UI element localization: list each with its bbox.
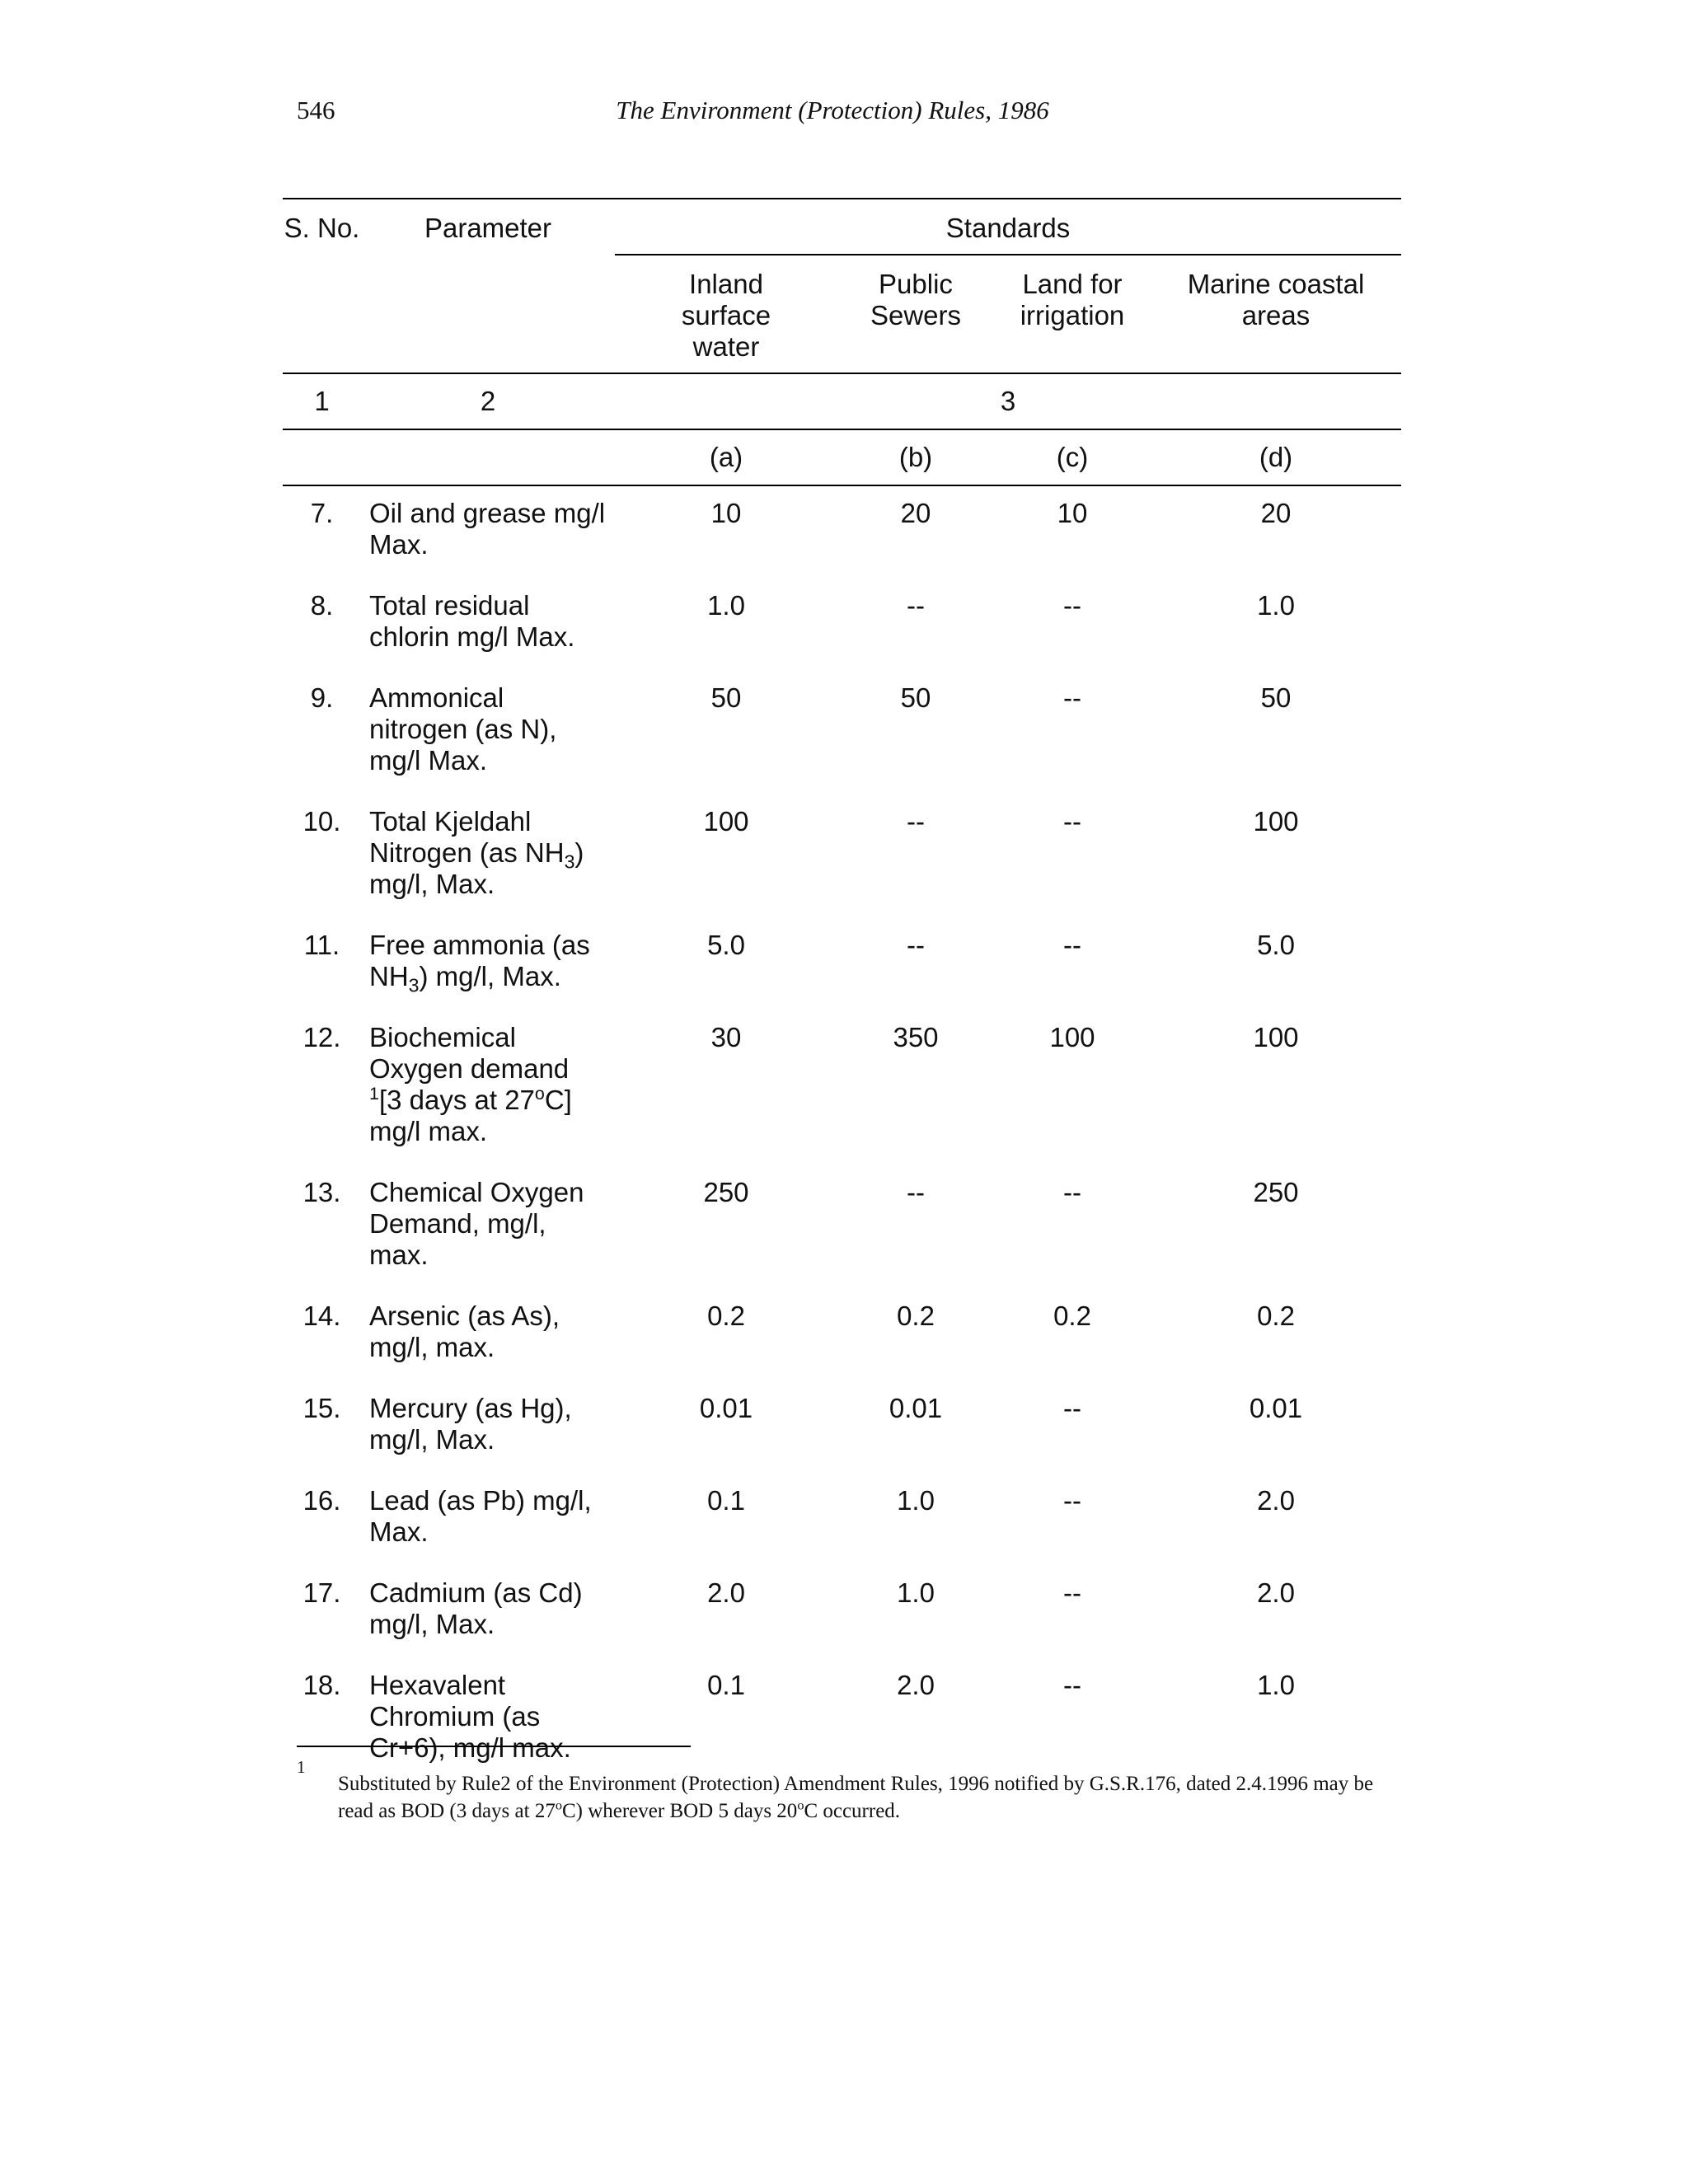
row-value-c: -- (1063, 1177, 1081, 1207)
row-sno: 9. (310, 682, 334, 713)
row-parameter: Ammonical nitrogen (as N), mg/l Max. (369, 682, 557, 776)
row-value-c: -- (1063, 590, 1081, 621)
column-header-inland: Inland surface water (681, 269, 771, 362)
row-sno: 11. (303, 930, 340, 960)
row-value-a: 30 (710, 1022, 742, 1052)
row-value-b: 1.0 (897, 1577, 935, 1608)
row-value-b: 0.2 (897, 1301, 935, 1331)
row-value-d: 250 (1253, 1177, 1299, 1207)
numbering-cell: 3 (1000, 386, 1016, 416)
row-value-b: -- (907, 590, 925, 621)
row-parameter: Arsenic (as As), mg/l, max. (369, 1301, 560, 1362)
row-sno: 13. (302, 1177, 341, 1207)
row-parameter: Cadmium (as Cd) mg/l, Max. (369, 1577, 583, 1639)
table-row (283, 1165, 1401, 1289)
row-value-a: 50 (710, 682, 742, 713)
row-sno: 15. (302, 1393, 341, 1423)
page-header (297, 96, 1401, 137)
row-value-b: 2.0 (897, 1670, 935, 1700)
row-parameter: Total Kjeldahl Nitrogen (as $NH_3$) mg/l, Max. (369, 806, 584, 899)
table-row (283, 918, 1401, 1010)
row-sno: 10. (302, 806, 341, 837)
row-value-d: 0.01 (1249, 1393, 1303, 1423)
row-value-d: 20 (1260, 498, 1292, 528)
letter-cell: (b) (898, 442, 933, 472)
table-row (283, 485, 1401, 579)
row-sno: 14. (302, 1301, 341, 1331)
row-value-a: 0.1 (707, 1670, 745, 1700)
table-row (283, 1658, 1401, 1782)
row-value-d: 2.0 (1257, 1577, 1295, 1608)
row-value-a: 1.0 (707, 590, 745, 621)
footnote-divider (297, 1746, 691, 1747)
row-value-c: 10 (1057, 498, 1088, 528)
letter-cell: (a) (709, 442, 743, 472)
row-value-b: -- (907, 1177, 925, 1207)
row-sno: 12. (302, 1022, 341, 1052)
row-value-a: 250 (703, 1177, 749, 1207)
row-parameter: Chemical Oxygen Demand, mg/l, max. (369, 1177, 584, 1270)
row-value-d: 100 (1253, 1022, 1299, 1052)
row-value-a: 100 (703, 806, 749, 837)
table-row (283, 1566, 1401, 1658)
row-sno: 18. (302, 1670, 341, 1700)
numbering-cell: 2 (480, 386, 496, 416)
column-header-marine: Marine coastal areas (1187, 269, 1365, 330)
footnote-mark: 1 (297, 1757, 306, 1777)
row-value-b: 0.01 (889, 1393, 943, 1423)
row-value-a: 0.1 (707, 1485, 745, 1516)
row-parameter: Hexavalent Chromium (as Cr+6), mg/l max. (369, 1670, 571, 1763)
table-row (283, 1381, 1401, 1474)
footnote-text: Substituted by Rule2 of the Environment (Protection) Amendment Rules, 1996 notified by G.S.R.176, dated 2.4.1996 may be read as BOD (3 days at 27$^o$C) wherever BOD 5 days 20$^o$C occurred. (338, 1773, 1374, 1822)
row-value-b: 350 (893, 1022, 939, 1052)
row-sno: 8. (310, 590, 334, 621)
row-value-c: -- (1063, 1485, 1081, 1516)
table-numbering-row (283, 373, 1401, 429)
row-value-c: 100 (1049, 1022, 1095, 1052)
table-row (283, 1289, 1401, 1381)
row-parameter: Total residual chlorin mg/l Max. (369, 590, 575, 652)
row-value-b: -- (907, 930, 925, 960)
row-value-d: 2.0 (1257, 1485, 1295, 1516)
column-header-sno: S. No. (284, 213, 360, 243)
table-row (283, 1010, 1401, 1165)
row-value-c: 0.2 (1053, 1301, 1091, 1331)
row-value-a: 0.01 (699, 1393, 753, 1423)
row-value-d: 100 (1253, 806, 1299, 837)
row-value-c: -- (1063, 1577, 1081, 1608)
row-value-d: 0.2 (1257, 1301, 1295, 1331)
row-value-b: -- (907, 806, 925, 837)
column-header-standards: Standards (615, 199, 1401, 255)
row-value-c: -- (1063, 1670, 1081, 1700)
row-value-a: 5.0 (707, 930, 745, 960)
row-value-d: 1.0 (1257, 1670, 1295, 1700)
row-value-d: 50 (1260, 682, 1292, 713)
row-value-b: 1.0 (897, 1485, 935, 1516)
row-sno: 16. (302, 1485, 341, 1516)
column-header-sewers: Public Sewers (870, 269, 962, 330)
table-letter-row (283, 429, 1401, 485)
row-parameter: Lead (as Pb) mg/l, Max. (369, 1485, 592, 1547)
table-row (283, 671, 1401, 794)
row-value-a: 0.2 (707, 1301, 745, 1331)
row-parameter: Oil and grease mg/l Max. (369, 498, 606, 560)
row-value-a: 10 (710, 498, 742, 528)
table-header-row (283, 199, 1401, 255)
row-value-a: 2.0 (707, 1577, 745, 1608)
row-value-b: 50 (900, 682, 931, 713)
table-body (283, 485, 1401, 1782)
table-row (283, 1474, 1401, 1566)
row-parameter: Free ammonia (as $NH_3$) mg/l, Max. (369, 930, 590, 996)
column-header-land: Land for irrigation (1020, 269, 1125, 330)
row-parameter: Biochemical Oxygen demand $^1$[3 days at 27$^o$C] mg/l max. (369, 1022, 572, 1146)
letter-cell: (d) (1259, 442, 1293, 472)
row-value-d: 5.0 (1257, 930, 1295, 960)
table-row (283, 579, 1401, 671)
row-parameter: Mercury (as Hg), mg/l, Max. (369, 1393, 572, 1455)
row-value-c: -- (1063, 930, 1081, 960)
standards-table (283, 198, 1401, 1782)
running-title: The Environment (Protection) Rules, 1986 (616, 96, 1049, 124)
letter-cell: (c) (1056, 442, 1089, 472)
row-value-d: 1.0 (1257, 590, 1295, 621)
row-sno: 7. (310, 498, 334, 528)
row-value-c: -- (1063, 682, 1081, 713)
row-value-c: -- (1063, 1393, 1081, 1423)
row-sno: 17. (302, 1577, 341, 1608)
row-value-c: -- (1063, 806, 1081, 837)
page-number: 546 (297, 96, 335, 124)
numbering-cell: 1 (314, 386, 330, 416)
table-row (283, 794, 1401, 918)
standards-table-container (283, 198, 1401, 1782)
column-header-parameter: Parameter (424, 213, 552, 243)
row-value-b: 20 (900, 498, 931, 528)
